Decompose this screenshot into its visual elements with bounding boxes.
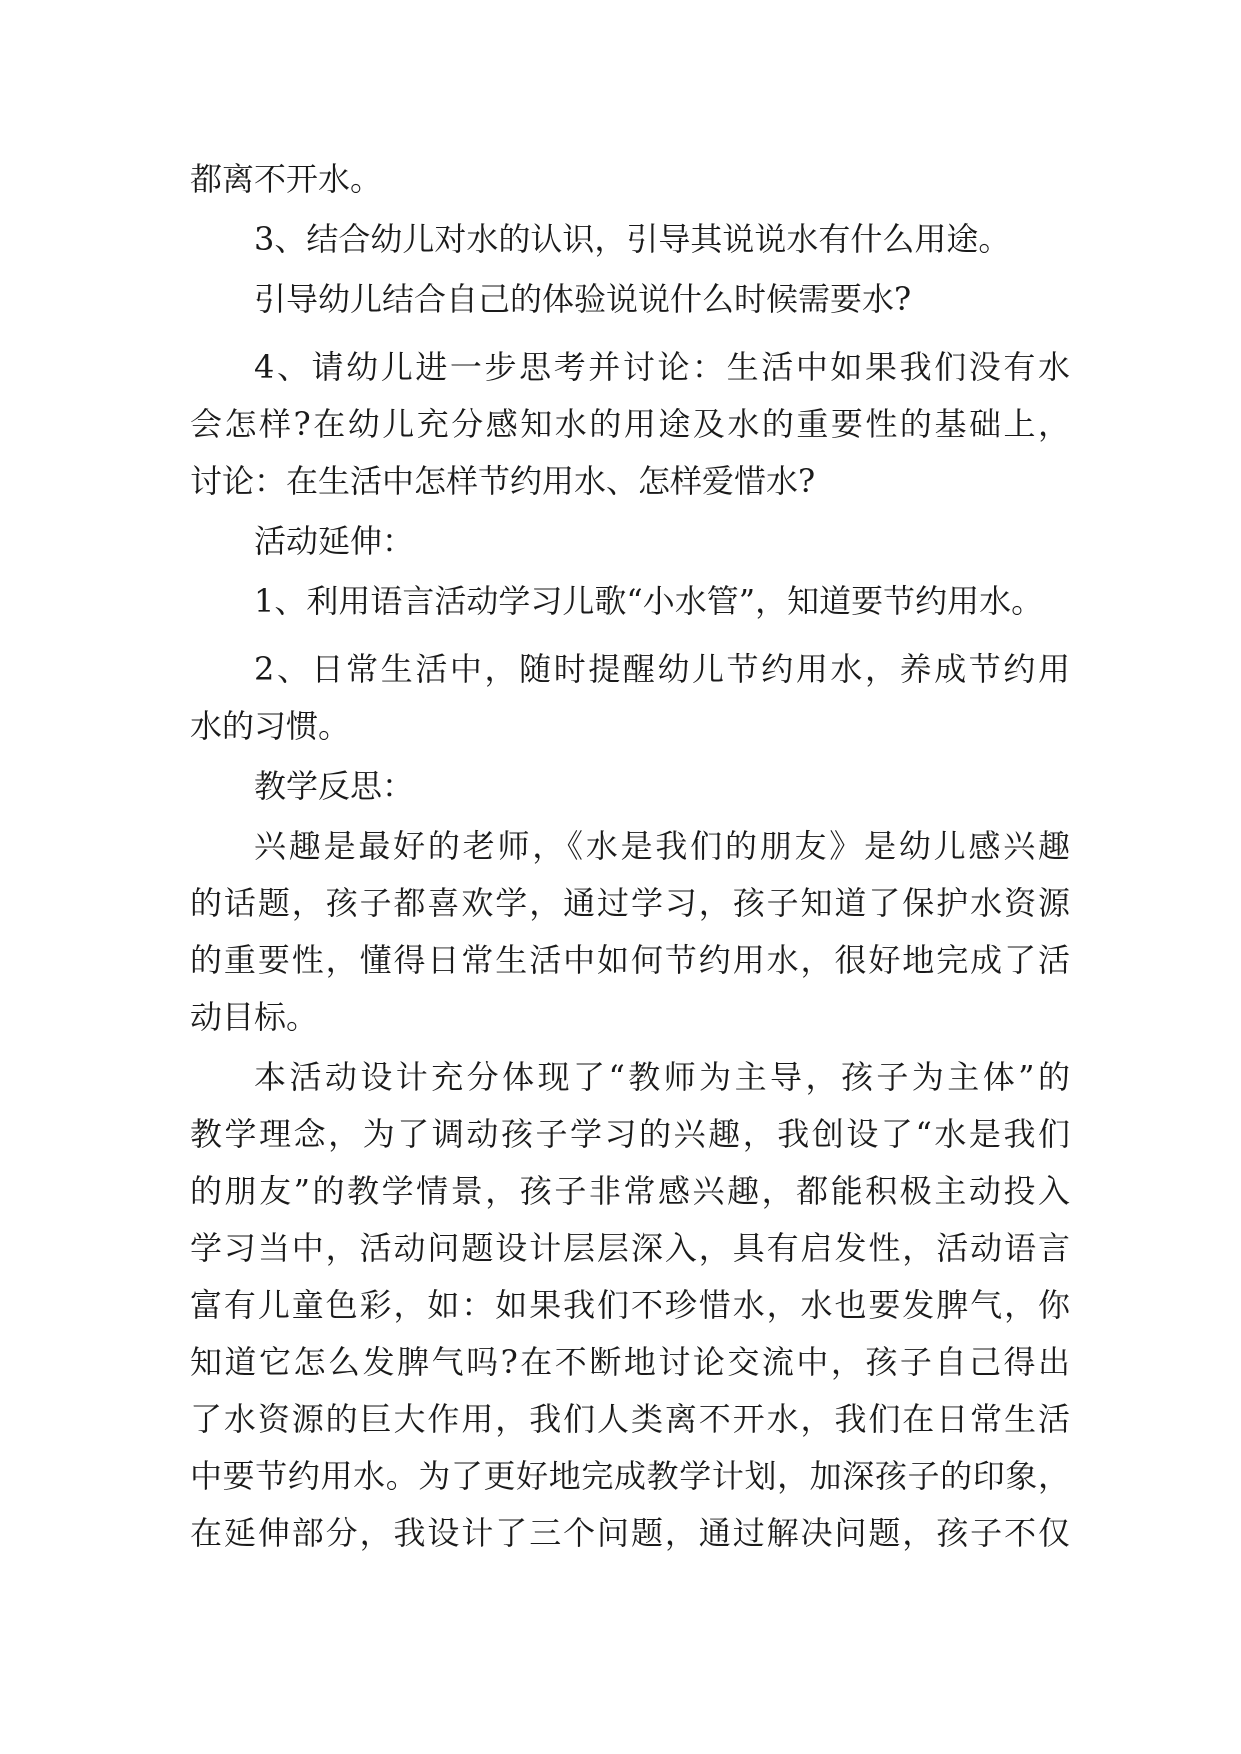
text-line: 富有儿童色彩，如：如果我们不珍惜水，水也要发脾气，你 [190, 1286, 1070, 1324]
text-line: 了水资源的巨大作用，我们人类离不开水，我们在日常生活 [190, 1400, 1070, 1438]
section-heading: 活动延伸： [254, 522, 415, 560]
text-line: 的重要性，懂得日常生活中如何节约用水，很好地完成了活 [190, 941, 1070, 979]
text-line: 3、结合幼儿对水的认识，引导其说说水有什么用途。 [254, 220, 1011, 258]
text-line: 本活动设计充分体现了“教师为主导，孩子为主体”的 [254, 1058, 1070, 1096]
text-line: 学习当中，活动问题设计层层深入，具有启发性，活动语言 [190, 1229, 1070, 1267]
section-heading: 教学反思： [254, 767, 415, 805]
text-line: 知道它怎么发脾气吗?在不断地讨论交流中，孩子自己得出 [190, 1343, 1070, 1381]
text-line: 动目标。 [190, 998, 319, 1036]
text-line: 1、利用语言活动学习儿歌“小水管”，知道要节约用水。 [254, 582, 1044, 620]
text-line: 中要节约用水。为了更好地完成教学计划，加深孩子的印象， [190, 1457, 1070, 1495]
text-line: 在延伸部分，我设计了三个问题，通过解决问题，孩子不仅 [190, 1514, 1070, 1552]
text-line: 都离不开水。 [190, 160, 383, 198]
text-line: 4、请幼儿进一步思考并讨论：生活中如果我们没有水 [254, 348, 1070, 386]
text-line: 会怎样?在幼儿充分感知水的用途及水的重要性的基础上， [190, 405, 1070, 443]
text-line: 的朋友”的教学情景，孩子非常感兴趣，都能积极主动投入 [190, 1172, 1070, 1210]
text-line: 兴趣是最好的老师，《水是我们的朋友》是幼儿感兴趣 [254, 827, 1070, 865]
text-line: 讨论：在生活中怎样节约用水、怎样爱惜水? [190, 462, 816, 500]
text-line: 的话题，孩子都喜欢学，通过学习，孩子知道了保护水资源 [190, 884, 1070, 922]
text-line: 2、日常生活中，随时提醒幼儿节约用水，养成节约用 [254, 650, 1070, 688]
text-line: 教学理念，为了调动孩子学习的兴趣，我创设了“水是我们 [190, 1115, 1070, 1153]
text-line: 引导幼儿结合自己的体验说说什么时候需要水? [254, 280, 912, 318]
text-line: 水的习惯。 [190, 707, 351, 745]
